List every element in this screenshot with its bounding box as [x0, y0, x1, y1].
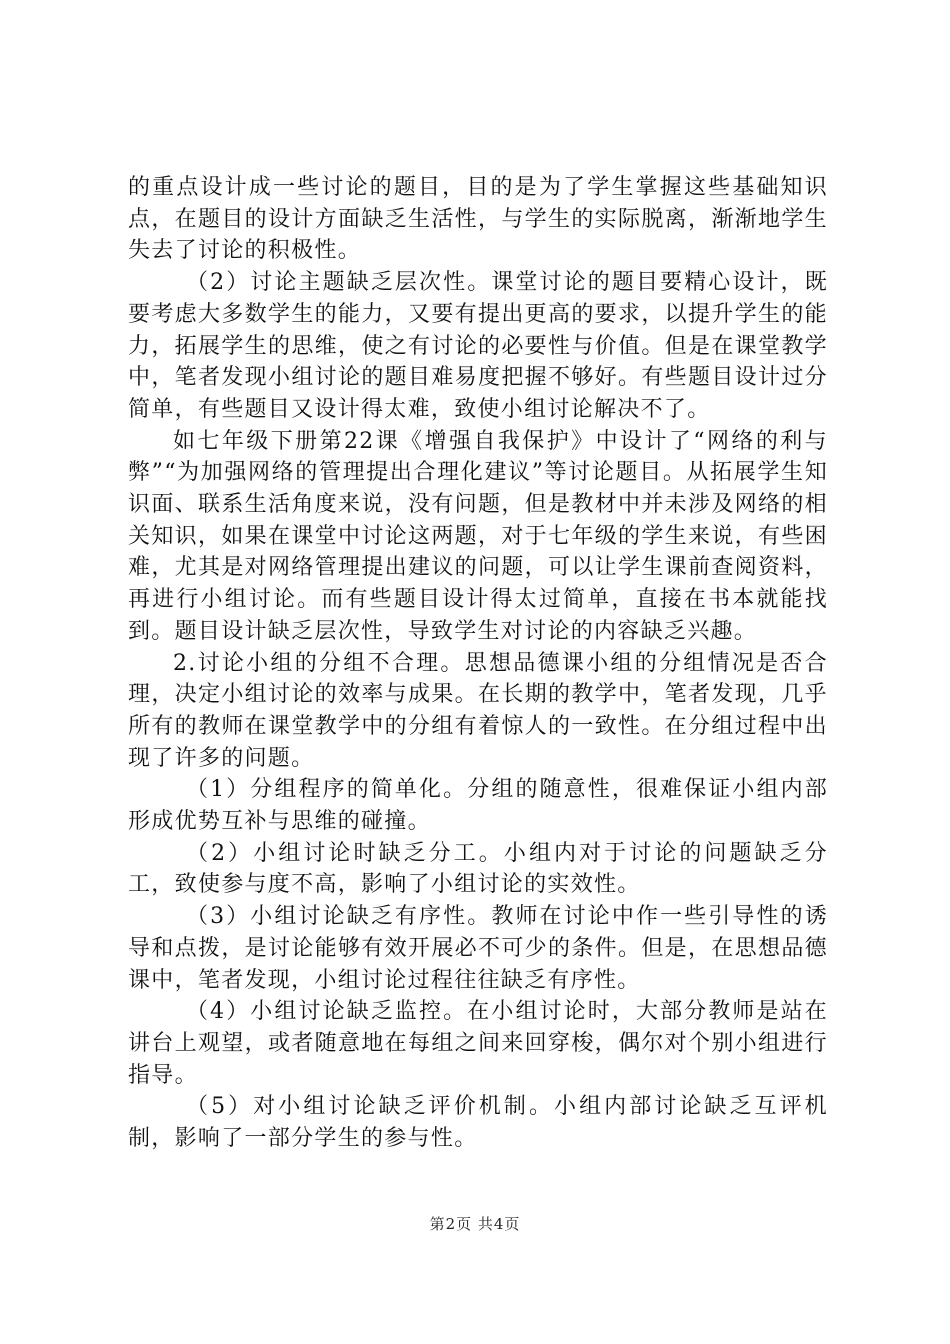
paragraph-item-2-division: （2）小组讨论时缺乏分工。小组内对于讨论的问题缺乏分工，致使参与度不高，影响了小组讨论的实效性。: [128, 840, 828, 898]
paragraph-section-2: 2.讨论小组的分组不合理。思想品德课小组的分组情况是否合理，决定小组讨论的效率与成果。在长期的教学中，笔者发现，几乎所有的教师在课堂教学中的分组有着惊人的一致性。在分组过程中出现了许多的问题。: [128, 650, 828, 771]
paragraph-item-4-monitoring: （4）小组讨论缺乏监控。在小组讨论时，大部分教师是站在讲台上观望，或者随意地在每组之间来回穿梭，偶尔对个别小组进行指导。: [128, 999, 828, 1088]
page-footer: 第2页 共4页: [429, 1215, 521, 1233]
paragraph-example: 如七年级下册第22课《增强自我保护》中设计了“网络的利与弊”“为加强网络的管理提出合理化建议”等讨论题目。从拓展学生知识面、联系生活角度来说，没有问题，但是教材中并未涉及网络的相关知识，如果在课堂中讨论这两题，对于七年级的学生来说，有些困难，尤其是对网络管理提出建议的问题，可以让学生课前查阅资料，再进行小组讨论。而有些题目设计得太过简单，直接在书本就能找到。题目设计缺乏层次性，导致学生对讨论的内容缺乏兴趣。: [128, 428, 828, 644]
paragraph-item-1-grouping: （1）分组程序的简单化。分组的随意性，很难保证小组内部形成优势互补与思维的碰撞。: [128, 777, 828, 835]
document-body: [128, 172, 828, 1155]
paragraph-item-2-theme: （2）讨论主题缺乏层次性。课堂讨论的题目要精心设计，既要考虑大多数学生的能力，又要有提出更高的要求，以提升学生的能力，拓展学生的思维，使之有讨论的必要性与价值。但是在课堂教学中，笔者发现小组讨论的题目难易度把握不够好。有些题目设计过分简单，有些题目又设计得太难，致使小组讨论解决不了。: [128, 270, 828, 422]
paragraph-item-5-evaluation: （5）对小组讨论缺乏评价机制。小组内部讨论缺乏互评机制，影响了一部分学生的参与性。: [128, 1094, 828, 1152]
paragraph-continued: 的重点设计成一些讨论的题目，目的是为了学生掌握这些基础知识点，在题目的设计方面缺乏生活性，与学生的实际脱离，渐渐地学生失去了讨论的积极性。: [128, 175, 828, 264]
paragraph-item-3-order: （3）小组讨论缺乏有序性。教师在讨论中作一些引导性的诱导和点拨，是讨论能够有效开展必不可少的条件。但是，在思想品德课中，笔者发现，小组讨论过程往往缺乏有序性。: [128, 904, 828, 993]
